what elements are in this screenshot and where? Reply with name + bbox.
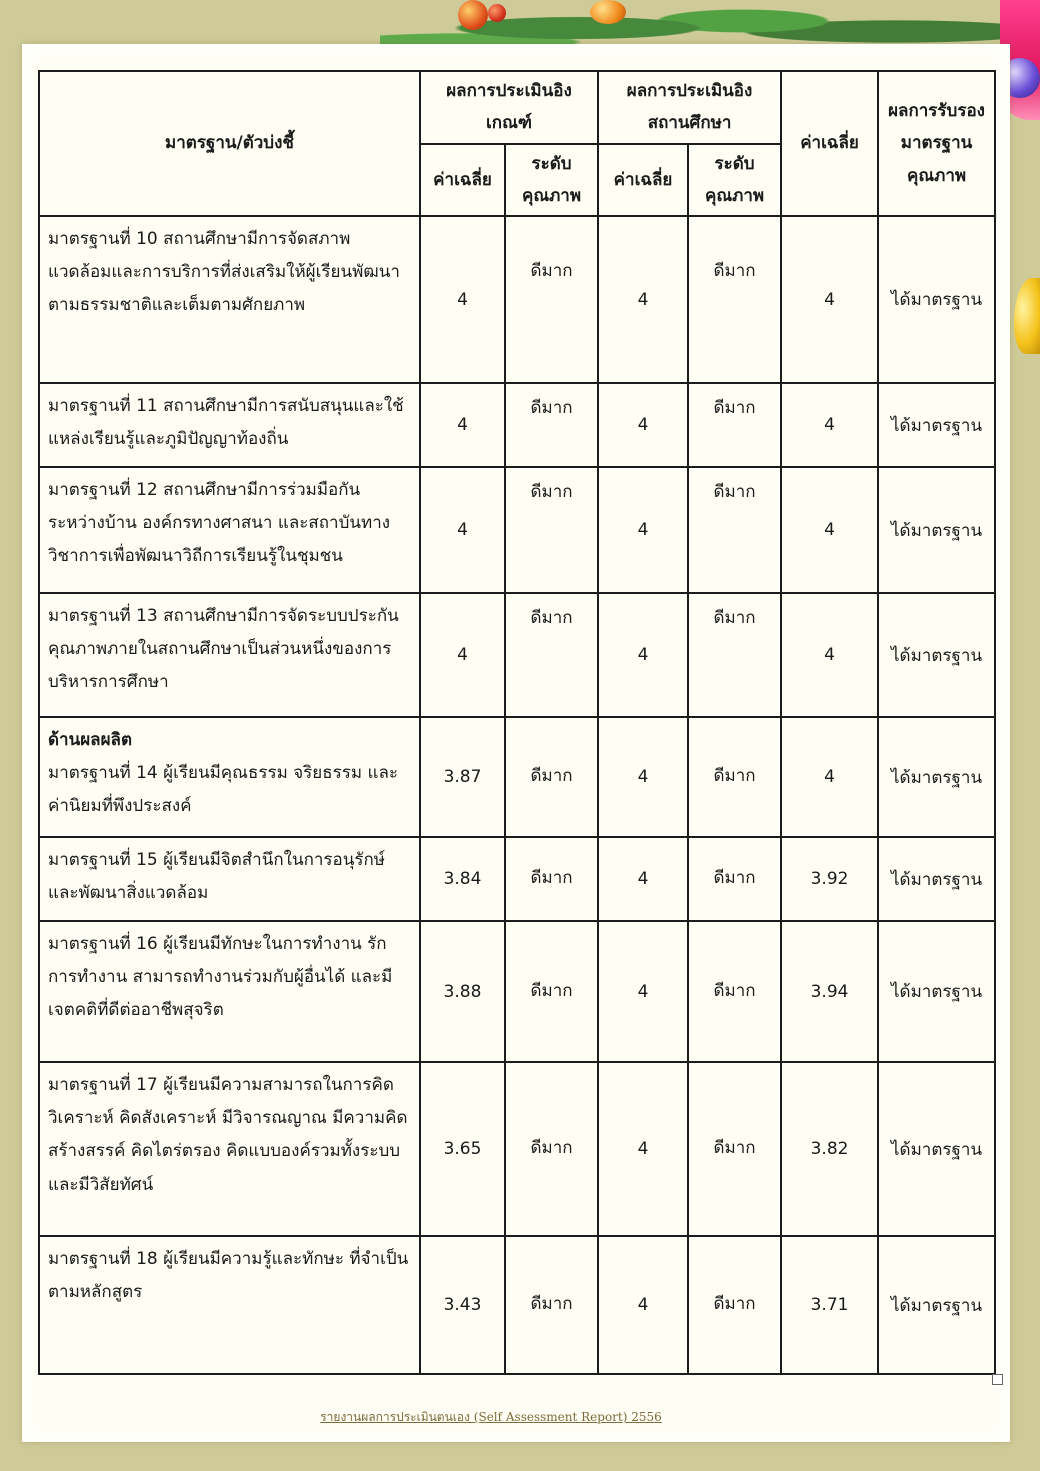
school-level-cell: ดีมาก xyxy=(688,593,781,717)
result-cell: ได้มาตรฐาน xyxy=(878,216,995,383)
result-cell: ได้มาตรฐาน xyxy=(878,1236,995,1374)
standard-text: มาตรฐานที่ 10 สถานศึกษามีการจัดสภาพแวดล้อมและการบริการที่ส่งเสริมให้ผู้เรียนพัฒนาตามธรรมชาติและเต็มตามศักยภาพ xyxy=(48,229,400,316)
school-level-cell: ดีมาก xyxy=(688,837,781,921)
overall-avg-cell: 4 xyxy=(781,216,878,383)
criterion-level-cell: ดีมาก xyxy=(505,383,598,467)
result-cell: ได้มาตรฐาน xyxy=(878,1062,995,1236)
standard-cell xyxy=(39,593,420,717)
school-level-cell: ดีมาก xyxy=(688,467,781,593)
overall-avg-cell: 4 xyxy=(781,717,878,837)
ornament-berry xyxy=(488,4,506,22)
standard-cell xyxy=(39,383,420,467)
criterion-level-cell: ดีมาก xyxy=(505,1236,598,1374)
overall-avg-cell: 4 xyxy=(781,467,878,593)
header-criterion-level: ระดับคุณภาพ xyxy=(505,144,598,217)
result-cell: ได้มาตรฐาน xyxy=(878,921,995,1062)
overall-avg-cell: 3.82 xyxy=(781,1062,878,1236)
standard-cell xyxy=(39,837,420,921)
standard-cell xyxy=(39,1236,420,1374)
result-cell: ได้มาตรฐาน xyxy=(878,383,995,467)
header-standard: มาตรฐาน/ตัวบ่งชี้ xyxy=(39,71,420,216)
standard-text: มาตรฐานที่ 17 ผู้เรียนมีความสามารถในการคิดวิเคราะห์ คิดสังเคราะห์ มีวิจารณญาณ มีความคิดสร้างสรรค์ คิดไตร่ตรอง คิดแบบองค์รวมทั้งระบบ และมีวิสัยทัศน์ xyxy=(48,1075,408,1195)
ornament-berry xyxy=(590,0,626,24)
result-cell: ได้มาตรฐาน xyxy=(878,467,995,593)
criterion-avg-cell: 4 xyxy=(420,383,505,467)
result-cell: ได้มาตรฐาน xyxy=(878,837,995,921)
criterion-avg-cell: 4 xyxy=(420,593,505,717)
table-row xyxy=(39,1236,995,1374)
overall-avg-cell: 3.71 xyxy=(781,1236,878,1374)
corner-marker xyxy=(992,1374,1003,1385)
table-row xyxy=(39,593,995,717)
section-heading: ด้านผลผลิต xyxy=(48,730,133,751)
criterion-level-cell: ดีมาก xyxy=(505,1062,598,1236)
overall-avg-cell: 4 xyxy=(781,383,878,467)
table-row xyxy=(39,383,995,467)
table-row xyxy=(39,921,995,1062)
overall-avg-cell: 4 xyxy=(781,593,878,717)
school-level-cell: ดีมาก xyxy=(688,1062,781,1236)
criterion-avg-cell: 3.43 xyxy=(420,1236,505,1374)
header-school-level: ระดับคุณภาพ xyxy=(688,144,781,217)
standard-cell xyxy=(39,921,420,1062)
school-avg-cell: 4 xyxy=(598,1236,688,1374)
school-level-cell: ดีมาก xyxy=(688,717,781,837)
criterion-avg-cell: 4 xyxy=(420,216,505,383)
criterion-level-cell: ดีมาก xyxy=(505,837,598,921)
standard-text: มาตรฐานที่ 18 ผู้เรียนมีความรู้และทักษะ ที่จำเป็นตามหลักสูตร xyxy=(48,1249,409,1303)
school-avg-cell: 4 xyxy=(598,383,688,467)
school-level-cell: ดีมาก xyxy=(688,1236,781,1374)
criterion-level-cell: ดีมาก xyxy=(505,593,598,717)
standard-cell xyxy=(39,717,420,837)
standard-text: มาตรฐานที่ 12 สถานศึกษามีการร่วมมือกันระหว่างบ้าน องค์กรทางศาสนา และสถาบันทางวิชาการเพื่อพัฒนาวิถีการเรียนรู้ในชุมชน xyxy=(48,480,391,567)
result-cell: ได้มาตรฐาน xyxy=(878,717,995,837)
school-avg-cell: 4 xyxy=(598,1062,688,1236)
header-overall-avg: ค่าเฉลี่ย xyxy=(781,71,878,216)
header-school-group: ผลการประเมินอิงสถานศึกษา xyxy=(598,71,781,144)
standard-cell xyxy=(39,216,420,383)
header-school-avg: ค่าเฉลี่ย xyxy=(598,144,688,217)
table-row xyxy=(39,1062,995,1236)
header-result: ผลการรับรองมาตรฐานคุณภาพ xyxy=(878,71,995,216)
school-avg-cell: 4 xyxy=(598,837,688,921)
school-level-cell: ดีมาก xyxy=(688,216,781,383)
standard-text: มาตรฐานที่ 11 สถานศึกษามีการสนับสนุนและใช้แหล่งเรียนรู้และภูมิปัญญาท้องถิ่น xyxy=(48,396,404,450)
standard-text: มาตรฐานที่ 15 ผู้เรียนมีจิตสำนึกในการอนุรักษ์ และพัฒนาสิ่งแวดล้อม xyxy=(48,850,385,904)
header-criterion-avg: ค่าเฉลี่ย xyxy=(420,144,505,217)
table-row xyxy=(39,216,995,383)
result-cell: ได้มาตรฐาน xyxy=(878,593,995,717)
footer-report-title: รายงานผลการประเมินตนเอง (Self Assessment Report) 2556 xyxy=(320,1410,662,1424)
criterion-avg-cell: 3.65 xyxy=(420,1062,505,1236)
criterion-level-cell: ดีมาก xyxy=(505,717,598,837)
criterion-avg-cell: 4 xyxy=(420,467,505,593)
school-avg-cell: 4 xyxy=(598,467,688,593)
school-avg-cell: 4 xyxy=(598,717,688,837)
school-level-cell: ดีมาก xyxy=(688,383,781,467)
table-row xyxy=(39,717,995,837)
criterion-level-cell: ดีมาก xyxy=(505,216,598,383)
bell-icon xyxy=(1014,278,1040,354)
criterion-avg-cell: 3.87 xyxy=(420,717,505,837)
school-avg-cell: 4 xyxy=(598,593,688,717)
overall-avg-cell: 3.94 xyxy=(781,921,878,1062)
standards-table xyxy=(38,70,996,1375)
school-level-cell: ดีมาก xyxy=(688,921,781,1062)
criterion-level-cell: ดีมาก xyxy=(505,467,598,593)
school-avg-cell: 4 xyxy=(598,216,688,383)
standard-text: มาตรฐานที่ 14 ผู้เรียนมีคุณธรรม จริยธรรม และค่านิยมที่พึงประสงค์ xyxy=(48,763,399,817)
criterion-level-cell: ดีมาก xyxy=(505,921,598,1062)
school-avg-cell: 4 xyxy=(598,921,688,1062)
standard-cell xyxy=(39,1062,420,1236)
criterion-avg-cell: 3.84 xyxy=(420,837,505,921)
table-row xyxy=(39,837,995,921)
ornament-berry xyxy=(458,0,488,30)
standard-text: มาตรฐานที่ 13 สถานศึกษามีการจัดระบบประกันคุณภาพภายในสถานศึกษาเป็นส่วนหนึ่งของการบริหารการศึกษา xyxy=(48,606,399,693)
table-row xyxy=(39,467,995,593)
header-criterion-group: ผลการประเมินอิงเกณฑ์ xyxy=(420,71,598,144)
criterion-avg-cell: 3.88 xyxy=(420,921,505,1062)
standard-cell xyxy=(39,467,420,593)
standard-text: มาตรฐานที่ 16 ผู้เรียนมีทักษะในการทำงาน รักการทำงาน สามารถทำงานร่วมกับผู้อื่นได้ และมีเจตคติที่ดีต่ออาชีพสุจริต xyxy=(48,934,393,1021)
overall-avg-cell: 3.92 xyxy=(781,837,878,921)
